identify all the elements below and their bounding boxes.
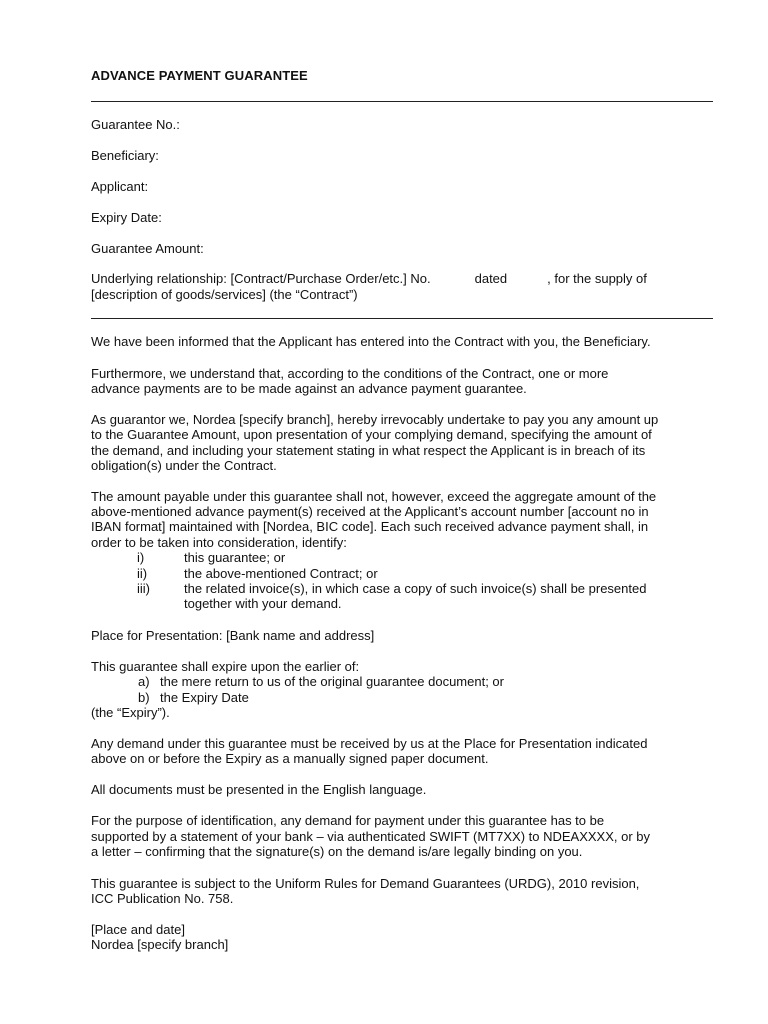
underlying-relationship-line2: [description of goods/services] (the “Contract”)	[91, 287, 358, 302]
identify-item-number: i)	[137, 550, 145, 565]
paragraph-urdg-line2: ICC Publication No. 758.	[91, 891, 234, 906]
paragraph-urdg-line1: This guarantee is subject to the Uniform Rules for Demand Guarantees (URDG), 2010 revision,	[91, 876, 640, 891]
identify-item-number: iii)	[137, 581, 150, 596]
expiry-date-label: Expiry Date:	[91, 210, 162, 225]
applicant-label: Applicant:	[91, 179, 149, 194]
place-for-presentation: Place for Presentation: [Bank name and address]	[91, 628, 375, 643]
paragraph-expire: This guarantee shall expire upon the earlier of:	[91, 659, 360, 674]
guarantee-amount-label: Guarantee Amount:	[91, 241, 204, 256]
paragraph-understand-line1: Furthermore, we understand that, according to the conditions of the Contract, one or more	[91, 366, 609, 381]
paragraph-informed: We have been informed that the Applicant has entered into the Contract with you, the Beneficiary.	[91, 334, 651, 349]
expiry-definition: (the “Expiry”).	[91, 705, 170, 720]
underlying-relationship-text: Underlying relationship: [Contract/Purchase Order/etc.] No.	[91, 271, 431, 286]
top-divider	[91, 101, 713, 102]
paragraph-amount-line1: The amount payable under this guarantee shall not, however, exceed the aggregate amount of the	[91, 489, 657, 504]
underlying-supply-text: , for the supply of	[547, 271, 647, 286]
document-title: ADVANCE PAYMENT GUARANTEE	[91, 68, 308, 83]
paragraph-amount-line4: order to be taken into consideration, identify:	[91, 535, 347, 550]
signature-bank: Nordea [specify branch]	[91, 937, 229, 952]
paragraph-demand-line2: above on or before the Expiry as a manually signed paper document.	[91, 751, 489, 766]
paragraph-amount-line3: IBAN format] maintained with [Nordea, BIC code]. Each such received advance payment shall, in	[91, 519, 649, 534]
expiry-item-letter: b)	[138, 690, 150, 705]
identify-item-text: the above-mentioned Contract; or	[184, 566, 378, 581]
underlying-dated-label: dated	[474, 271, 508, 286]
expiry-item-letter: a)	[138, 674, 150, 689]
signature-place-date: [Place and date]	[91, 922, 185, 937]
identify-item-text: together with your demand.	[184, 596, 342, 611]
paragraph-guarantor-line1: As guarantor we, Nordea [specify branch], hereby irrevocably undertake to pay you any amount up	[91, 412, 659, 427]
paragraph-language: All documents must be presented in the English language.	[91, 782, 427, 797]
expiry-item-text: the Expiry Date	[160, 690, 249, 705]
underlying-relationship-line1	[91, 271, 647, 287]
paragraph-demand-line1: Any demand under this guarantee must be received by us at the Place for Presentation indicated	[91, 736, 648, 751]
beneficiary-label: Beneficiary:	[91, 148, 159, 163]
identify-item-text: the related invoice(s), in which case a copy of such invoice(s) shall be presented	[184, 581, 647, 596]
paragraph-identification-line1: For the purpose of identification, any demand for payment under this guarantee has to be	[91, 813, 605, 828]
paragraph-understand-line2: advance payments are to be made against an advance payment guarantee.	[91, 381, 527, 396]
paragraph-guarantor-line3: the demand, and including your statement stating in what respect the Applicant is in breach of its	[91, 443, 646, 458]
middle-divider	[91, 318, 713, 319]
paragraph-amount-line2: above-mentioned advance payment(s) received at the Applicant’s account number [account no in	[91, 504, 649, 519]
expiry-item-text: the mere return to us of the original guarantee document; or	[160, 674, 504, 689]
identify-item-number: ii)	[137, 566, 148, 581]
paragraph-guarantor-line2: to the Guarantee Amount, upon presentation of your complying demand, specifying the amount of	[91, 427, 652, 442]
identify-item-text: this guarantee; or	[184, 550, 286, 565]
paragraph-guarantor-line4: obligation(s) under the Contract.	[91, 458, 277, 473]
guarantee-no-label: Guarantee No.:	[91, 117, 180, 132]
paragraph-identification-line3: a letter – confirming that the signature(s) on the demand is/are legally binding on you.	[91, 844, 583, 859]
paragraph-identification-line2: supported by a statement of your bank – via authenticated SWIFT (MT7XX) to NDEAXXXX, or by	[91, 829, 651, 844]
